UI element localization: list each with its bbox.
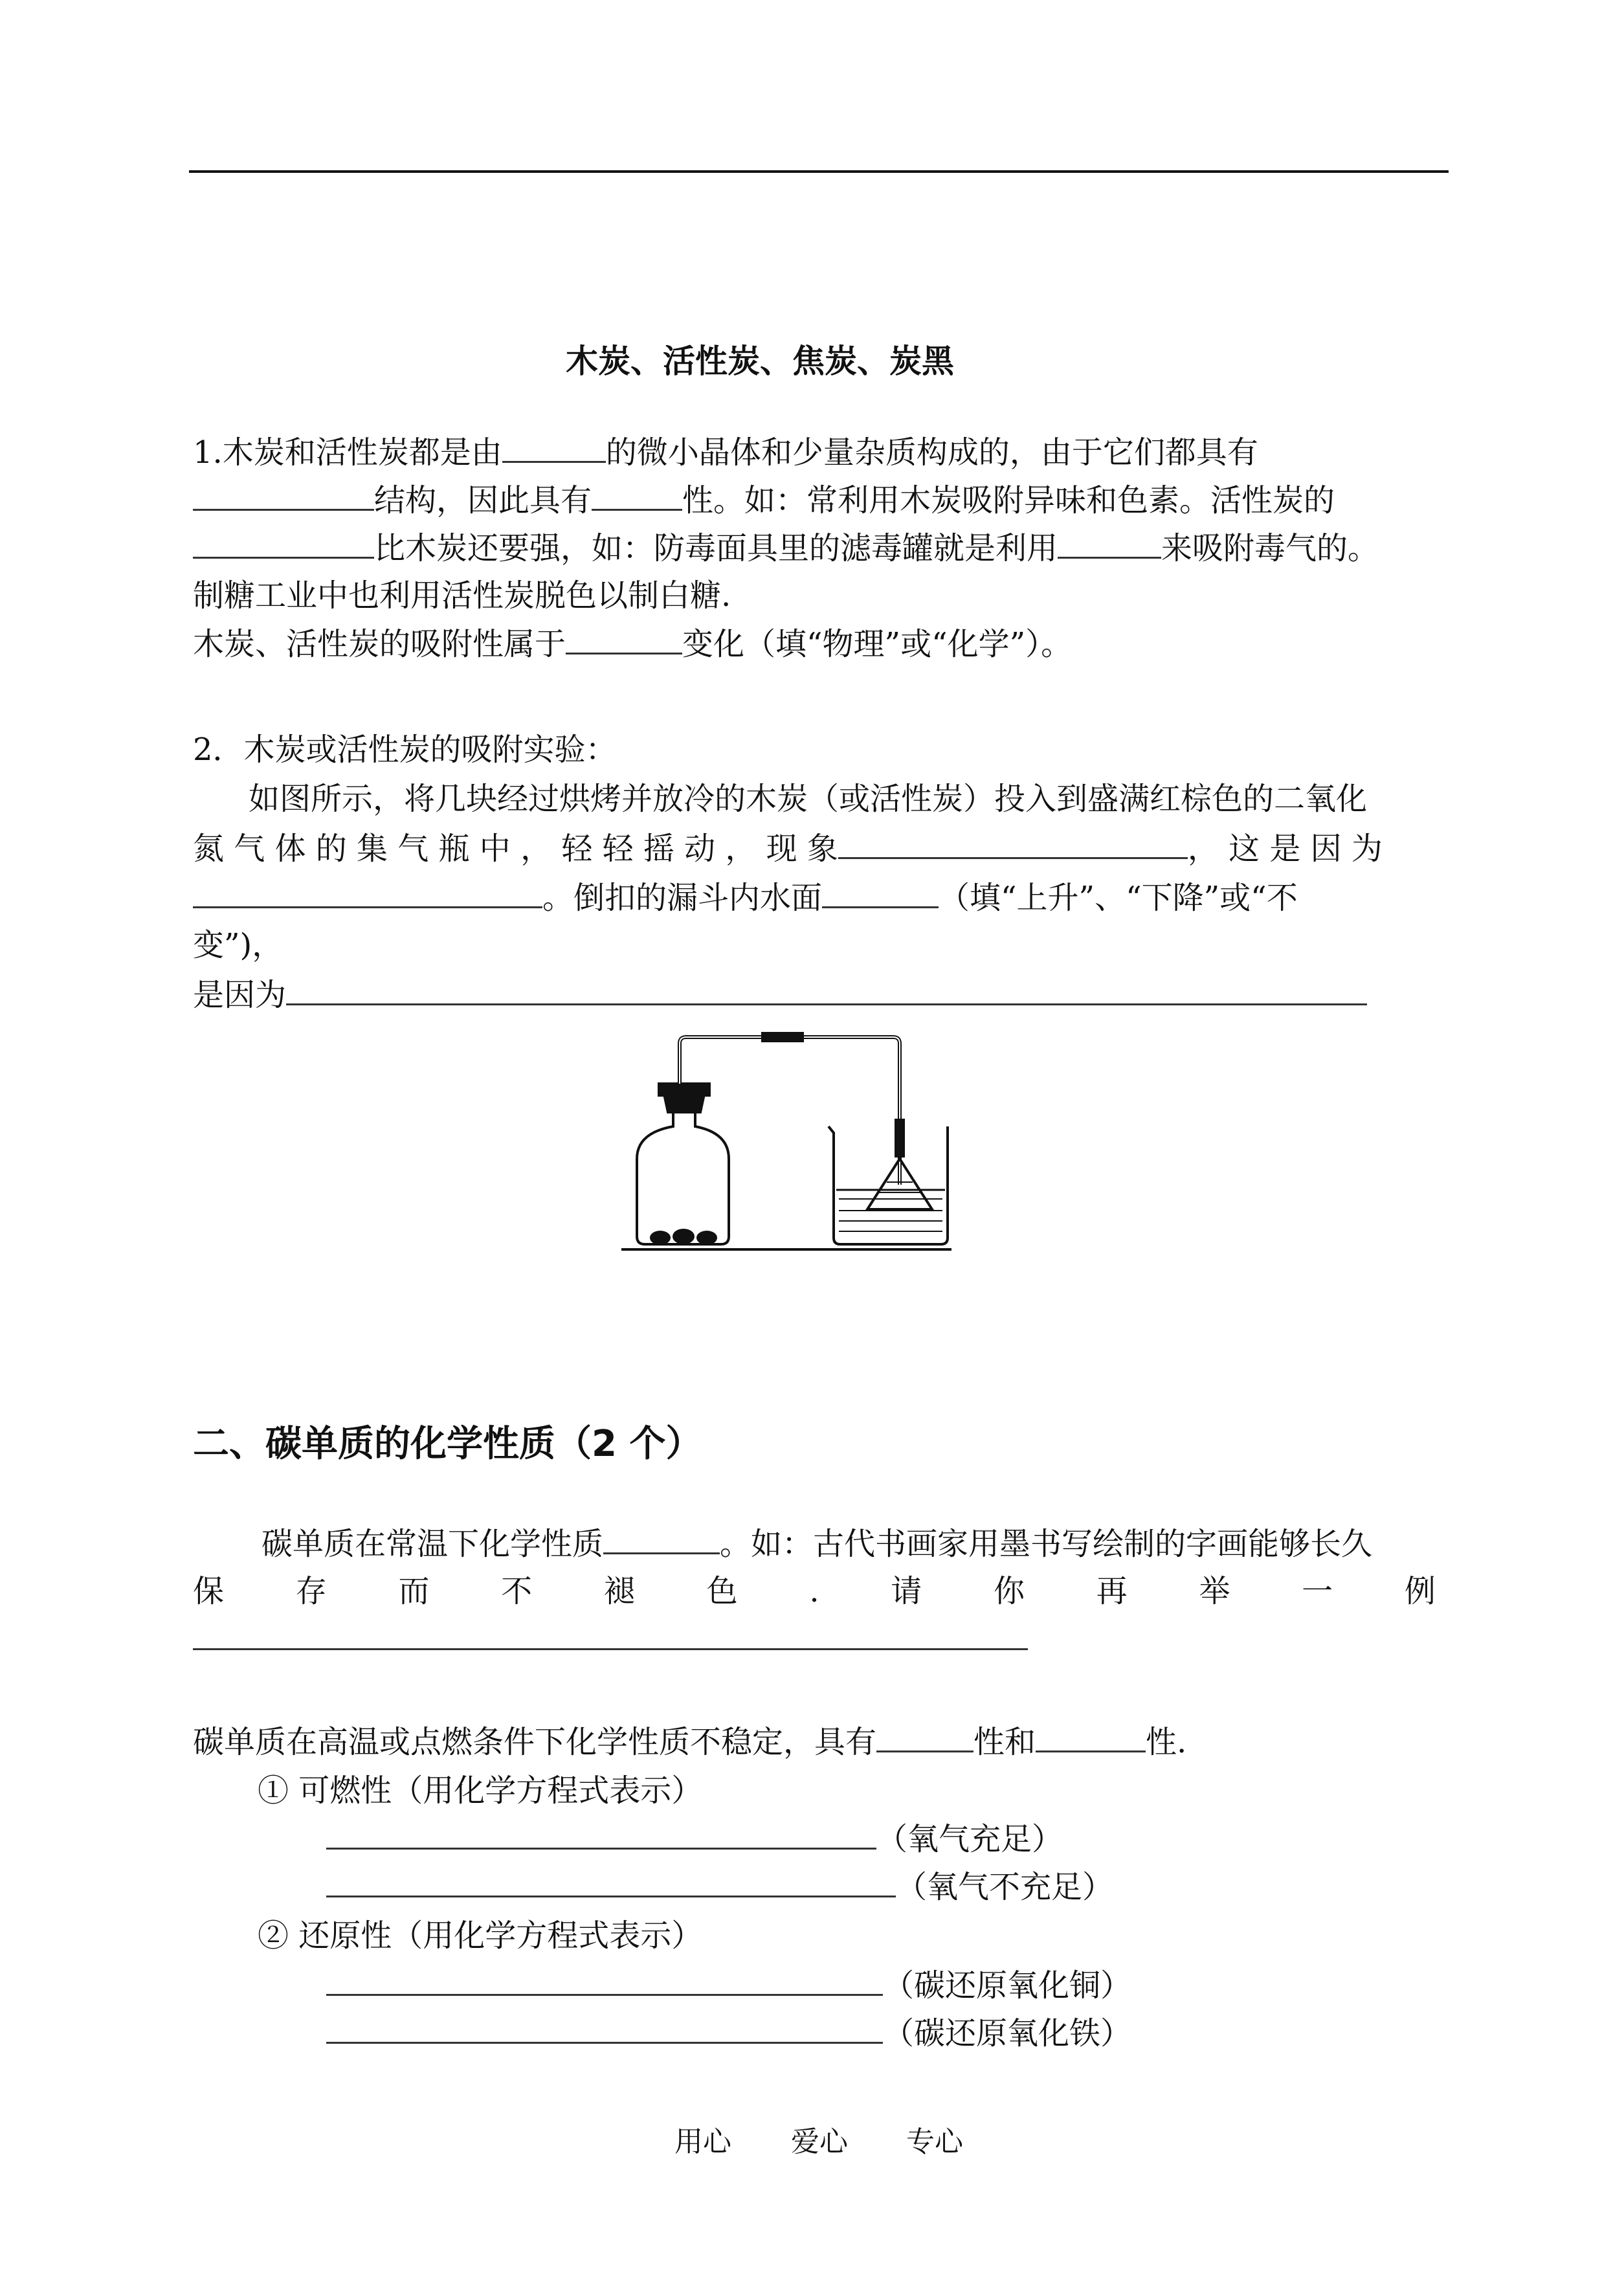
blank[interactable] — [326, 1819, 876, 1850]
blank[interactable] — [566, 624, 682, 654]
blank[interactable] — [193, 528, 374, 559]
q2-heading: 2．木炭或活性炭的吸附实验： — [193, 732, 617, 768]
item-combustibility: ① 可燃性（用化学方程式表示） — [258, 1773, 703, 1809]
section-heading: 二、碳单质的化学性质（2 个） — [193, 1423, 702, 1465]
footer-text-2: 爱心 — [791, 2125, 848, 2158]
equation-line-4: （碳还原氧化铁） — [326, 2013, 1131, 2053]
q2-line-1: 如图所示，将几块经过烘烤并放冷的木炭（或活性炭）投入到盛满红棕色的二氧化 — [249, 781, 1368, 817]
blank[interactable] — [603, 1524, 720, 1554]
blank[interactable] — [876, 1722, 973, 1752]
equation-line-2: （氧气不充足） — [326, 1867, 1113, 1907]
q2-line-2: 氮 气 体 的 集 气 瓶 中 ， 轻 轻 摇 动 ， 现 象 ， 这 是 因 为 — [193, 829, 1383, 868]
adsorption-apparatus-figure — [621, 1029, 958, 1262]
page-title: 木炭、活性炭、焦炭、炭黑 — [566, 342, 954, 380]
blank[interactable] — [838, 829, 1188, 859]
footer-text-3: 专心 — [906, 2125, 963, 2158]
blank[interactable] — [193, 878, 542, 908]
blank[interactable] — [502, 432, 606, 463]
item-reducibility: ② 还原性（用化学方程式表示） — [258, 1918, 703, 1954]
blank[interactable] — [326, 1965, 883, 1996]
s2-line-3: 碳单质在高温或点燃条件下化学性质不稳定，具有 性和 性. — [193, 1722, 1186, 1762]
blank[interactable] — [822, 878, 939, 908]
q1-line-3: 比木炭还要强，如：防毒面具里的滤毒罐就是利用 来吸附毒气的。 — [193, 528, 1379, 568]
footer-text-1: 用心 — [674, 2125, 731, 2158]
answer-line[interactable] — [193, 1648, 1028, 1650]
blank[interactable] — [592, 480, 682, 511]
equation-line-3: （碳还原氧化铜） — [326, 1965, 1131, 2005]
blank[interactable] — [286, 975, 1367, 1005]
q1-line-5: 木炭、活性炭的吸附性属于 变化（填“物理”或“化学”）。 — [193, 624, 1072, 664]
q2-line-5: 是因为 — [193, 975, 1367, 1014]
equation-line-1: （氧气充足） — [326, 1819, 1063, 1859]
blank[interactable] — [193, 480, 374, 511]
header-rule — [189, 170, 1449, 173]
q2-line-4: 变”)， — [193, 927, 284, 963]
s2-line-1: 碳单质在常温下化学性质 。如：古代书画家用墨书写绘制的字画能够长久 — [261, 1524, 1372, 1563]
q2-line-3: 。倒扣的漏斗内水面 （填“上升”、“下降”或“不 — [193, 878, 1298, 917]
blank[interactable] — [326, 2013, 883, 2044]
blank[interactable] — [326, 1867, 896, 1897]
q1-line-2: 结构，因此具有 性。如：常利用木炭吸附异味和色素。活性炭的 — [193, 480, 1335, 520]
q1-line-4: 制糖工业中也利用活性炭脱色以制白糖. — [193, 577, 731, 614]
blank[interactable] — [1036, 1722, 1146, 1752]
q1-line-1: 1.木炭和活性炭都是由 的微小晶体和少量杂质构成的，由于它们都具有 — [193, 432, 1258, 472]
charcoal-pieces — [650, 1229, 717, 1245]
blank[interactable] — [1058, 528, 1161, 559]
s2-line-2: 保 存 而 不 褪 色 . 请 你 再 举 一 例 — [193, 1573, 1436, 1609]
